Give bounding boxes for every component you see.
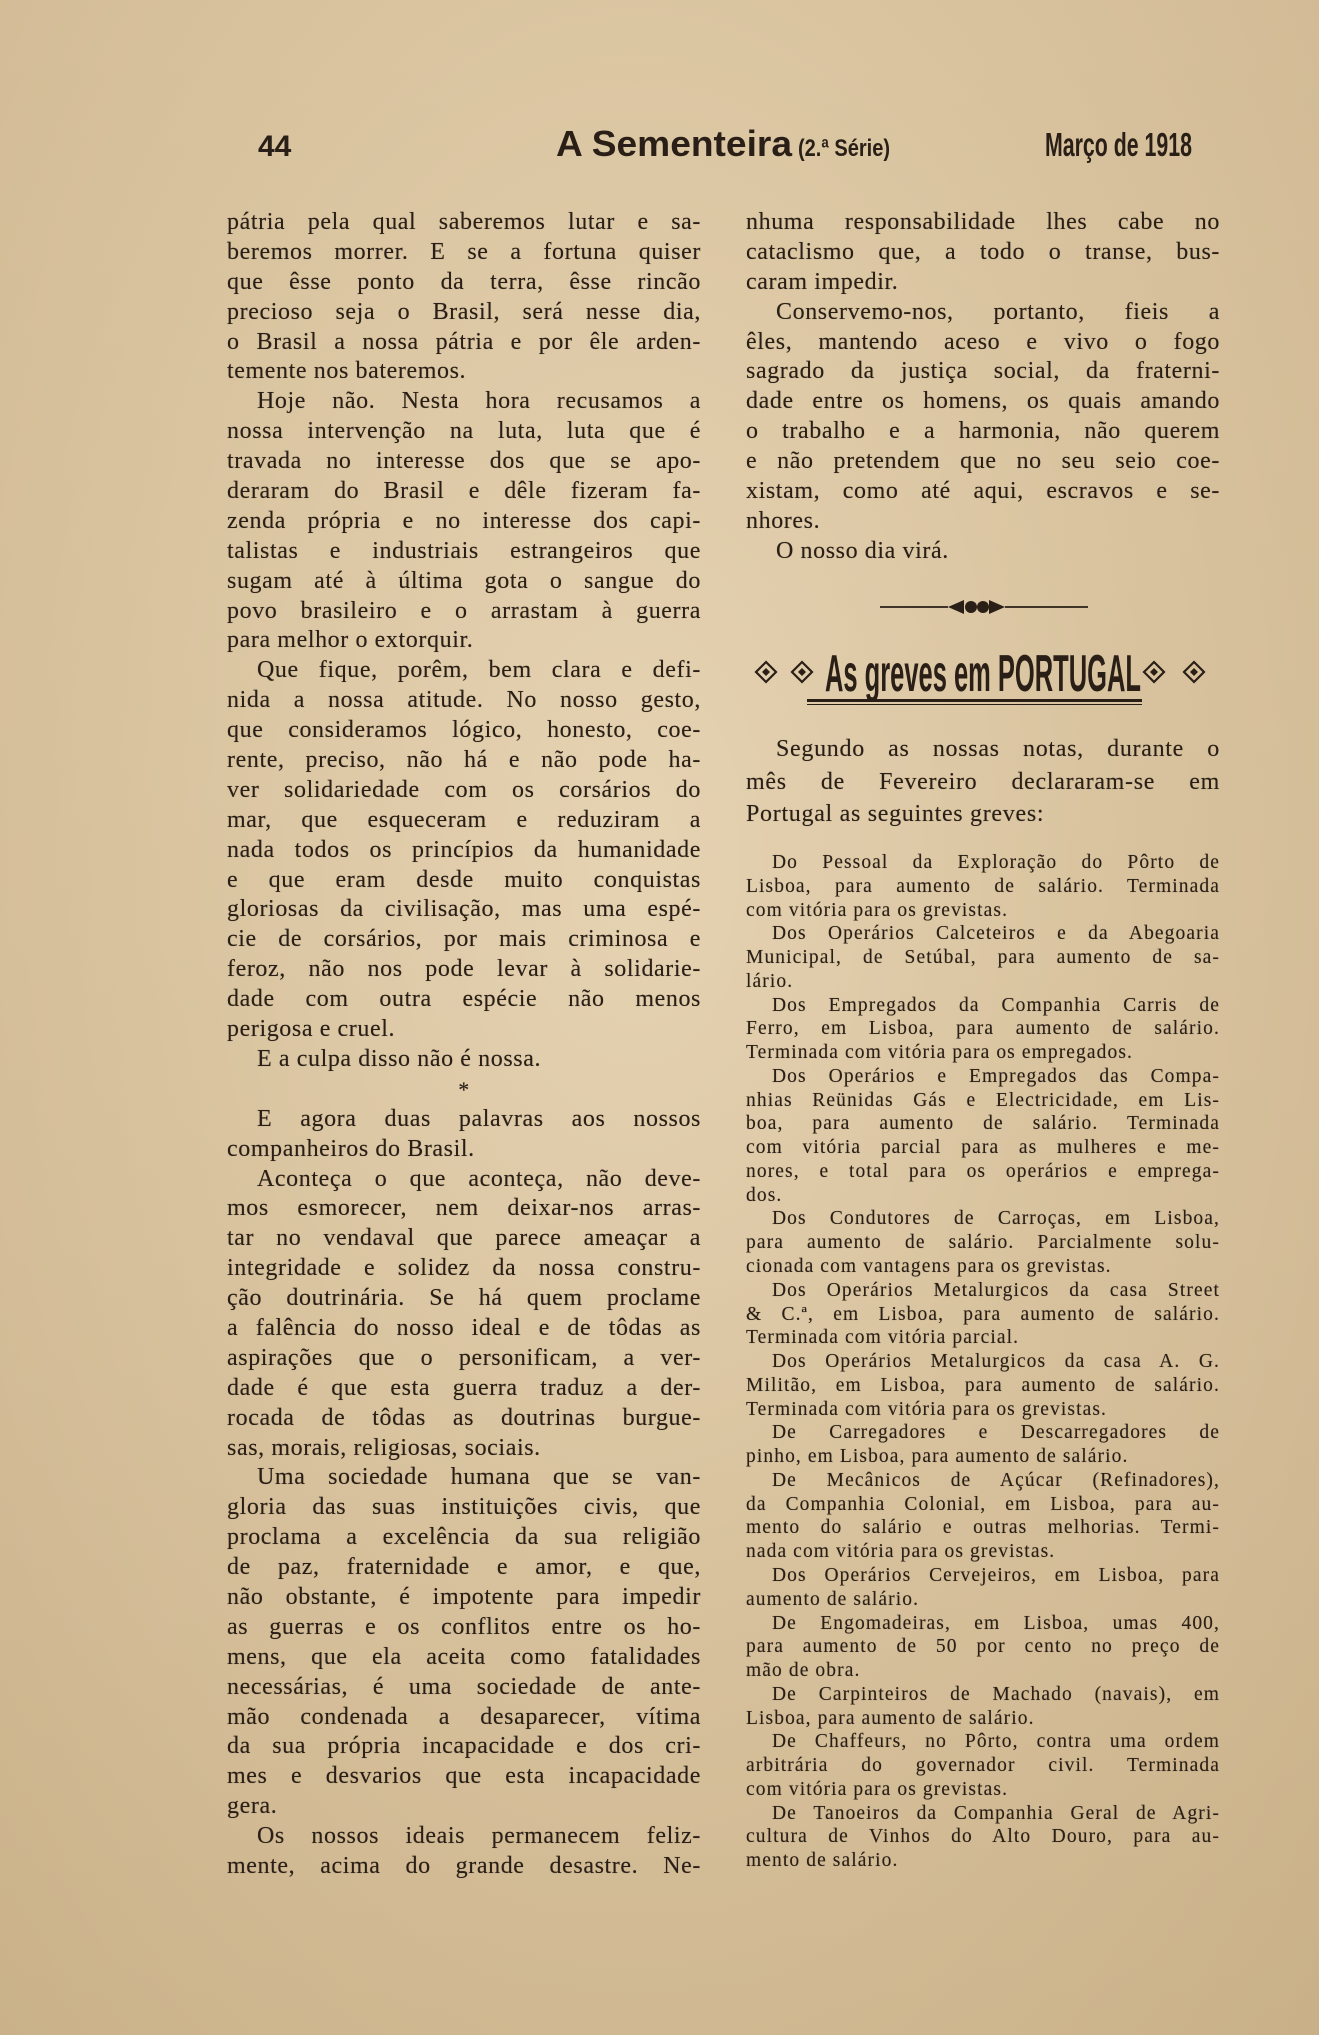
text-line: mão de obra. [746, 1660, 861, 1682]
text-line: Dos Condutores de Carroças, em Lisboa, [772, 1208, 1220, 1230]
text-line: mar, que esqueceram e reduziram a [227, 806, 701, 833]
text-line: mento de salário. [746, 1850, 899, 1872]
text-line: nhuma responsabilidade lhes cabe no [746, 209, 1220, 235]
text-line: Do Pessoal da Exploração do Pôrto de [772, 852, 1220, 873]
strike-entry [746, 1469, 1220, 1564]
text-line: rocada de tôdas as doutrinas burgue- [227, 1404, 701, 1431]
text-line: nada todos os princípios da humanidade [227, 836, 701, 863]
text-line: Conservemo-nos, portanto, fieis a [776, 298, 1220, 325]
text-line: Dos Operários Calceteiros e da Abegoaria [772, 923, 1220, 945]
text-line: cionada com vantagens para os grevistas. [746, 1256, 1112, 1278]
text-line: da Companhia Colonial, em Lisboa, para au- [746, 1493, 1220, 1515]
strike-entry [746, 922, 1220, 993]
text-line: Aconteça o que aconteça, não deve- [257, 1165, 701, 1192]
text-line: da sua própria incapacidade e dos cri- [227, 1733, 701, 1760]
paragraph [227, 1822, 701, 1882]
paragraph [227, 1105, 701, 1165]
text-line: nida a nossa atitude. No nosso gesto, [227, 687, 701, 714]
text-line: perigosa e cruel. [227, 1016, 396, 1043]
text-line: Terminada com vitória para os grevistas. [746, 1398, 1108, 1420]
text-line: Ferro, em Lisboa, para aumento de salário. [746, 1018, 1220, 1040]
text-line: nhias Reünidas Gás e Electricidade, em Lis- [746, 1089, 1220, 1111]
text-line: gloria das suas instituições civis, que [227, 1494, 701, 1521]
text-line: a falência do nosso ideal e de tôdas as [227, 1314, 701, 1341]
text-line: talistas e industriais estrangeiros que [227, 537, 701, 564]
diamond-ornament-icon [1144, 662, 1164, 682]
text-line: mento do salário e outras melhorias. Termi- [746, 1517, 1220, 1539]
text-line: Portugal as seguintes greves: [746, 801, 1045, 827]
diamond-ornament-icon [756, 662, 776, 682]
strike-entry [746, 1612, 1220, 1683]
text-line: xistam, como até aqui, escravos e se- [746, 478, 1220, 505]
text-line: De Mecânicos de Açúcar (Refinadores), [772, 1469, 1220, 1491]
text-line: mente, acima do grande desastre. Ne- [227, 1852, 701, 1879]
paragraph [746, 298, 1220, 537]
text-line: Segundo as nossas notas, durante o [776, 736, 1220, 762]
strike-entry [746, 1564, 1220, 1612]
text-line: o Brasil a nossa pátria e por êle arden- [227, 328, 701, 355]
section-heading [746, 645, 1220, 701]
text-line: Hoje não. Nesta hora recusamos a [257, 388, 701, 415]
text-line: boa, para aumento de salário. Terminada [746, 1113, 1220, 1135]
text-line: sugam até à última gota o sangue do [227, 567, 701, 594]
text-line: Dos Operários Metalurgicos da casa Street [772, 1279, 1220, 1301]
text-line: nossa intervenção na luta, luta que é [227, 418, 701, 445]
text-line: dade com outra espécie não menos [227, 986, 701, 1013]
text-line: travada no interesse dos que se apo- [227, 448, 701, 475]
text-line: mês de Fevereiro declararam-se em [746, 768, 1220, 795]
section-title: As greves em PORTUGAL [825, 645, 1141, 701]
paragraph [746, 537, 1220, 567]
paragraph [227, 387, 701, 656]
text-line: De Chaffeurs, no Pôrto, contra uma ordem [772, 1731, 1220, 1753]
text-line: que consideramos lógico, honesto, coe- [227, 717, 701, 744]
text-line: e não pretendem que no seu seio coe- [746, 448, 1220, 475]
text-line: cie de corsários, por mais criminosa e [227, 926, 701, 953]
text-line: Os nossos ideais permanecem feliz- [257, 1823, 701, 1850]
paragraph [227, 1165, 701, 1464]
strike-entry [746, 1683, 1220, 1731]
page-number: 44 [258, 130, 292, 163]
publication-series: (2.ª Série) [798, 135, 890, 162]
text-line: aspirações que o personificam, a ver- [227, 1344, 701, 1371]
text-line: aumento de salário. [746, 1588, 920, 1610]
text-line: pinho, em Lisboa, para aumento de salário. [746, 1446, 1129, 1468]
text-line: tar no vendaval que parece ameaçar a [227, 1225, 701, 1252]
paragraph [227, 656, 701, 1045]
text-line: De Tanoeiros da Companhia Geral de Agri- [772, 1802, 1220, 1824]
text-line: caram impedir. [746, 268, 899, 295]
text-line: Dos Operários e Empregados das Compa- [772, 1065, 1220, 1087]
text-line: E a culpa disso não é nossa. [257, 1045, 542, 1072]
text-line: proclama a excelência da sua religião [227, 1524, 701, 1551]
text-line: não obstante, é impotente para impedir [227, 1583, 701, 1610]
paragraph [227, 1463, 701, 1822]
text-line: O nosso dia virá. [776, 537, 949, 564]
text-line: dade entre os homens, os quais amando [746, 388, 1220, 415]
diamond-ornament-icon [792, 662, 812, 682]
text-line: pátria pela qual saberemos lutar e sa- [227, 209, 701, 235]
text-line: arbitrária do governador civil. Terminada [746, 1755, 1220, 1777]
strikes-list [746, 851, 1220, 1873]
text-line: De Carregadores e Descarregadores de [772, 1422, 1220, 1444]
text-line: cultura de Vinhos do Alto Douro, para au- [746, 1826, 1220, 1848]
text-line: temente nos bateremos. [227, 358, 467, 385]
text-line: De Engomadeiras, em Lisboa, umas 400, [772, 1612, 1220, 1634]
text-line: com vitória para os grevistas. [746, 899, 1009, 921]
paragraph [746, 208, 1220, 298]
publication-title: A Sementeira [556, 123, 794, 164]
text-line: Dos Operários Metalurgicos da casa A. G. [772, 1351, 1220, 1373]
text-line: ver solidariedade com os corsários do [227, 776, 701, 803]
text-line: Terminada com vitória para os empregados. [746, 1042, 1134, 1064]
text-line: Militão, em Lisboa, para aumento de salário. [746, 1374, 1220, 1396]
text-line: necessárias, é uma sociedade de ante- [227, 1673, 701, 1700]
paragraph [227, 208, 701, 387]
heading-underline [807, 699, 1142, 705]
text-line: nhores. [746, 507, 821, 534]
text-line: deraram do Brasil e dêle fizeram fa- [227, 478, 701, 505]
strike-entry [746, 1065, 1220, 1208]
text-line: para melhor o extorquir. [227, 627, 474, 654]
text-line: com vitória parcial para as mulheres e me- [746, 1137, 1220, 1159]
text-line: E agora duas palavras aos nossos [257, 1105, 701, 1132]
text-line: para aumento de 50 por cento no preço de [746, 1636, 1220, 1658]
issue-date: Março de 1918 [1045, 126, 1192, 163]
strike-entry [746, 851, 1220, 922]
text-line: êles, mantendo aceso e vivo o fogo [746, 328, 1220, 355]
fleuron-rule-icon [880, 597, 1088, 617]
text-line: Terminada com vitória parcial. [746, 1327, 1020, 1349]
text-line: Lisboa, para aumento de salário. [746, 1707, 1035, 1729]
text-line: nada com vitória para os grevistas. [746, 1541, 1056, 1563]
text-line: Uma sociedade humana que se van- [257, 1464, 701, 1491]
text-line: as guerras e os conflitos entre os ho- [227, 1613, 701, 1640]
text-line: & C.ª, em Lisboa, para aumento de salário. [746, 1303, 1220, 1325]
text-line: sas, morais, religiosas, sociais. [227, 1434, 541, 1461]
intro-paragraph [746, 733, 1220, 831]
right-column-continuation [746, 208, 1220, 567]
diamond-ornament-icon [1184, 662, 1204, 682]
text-line: Municipal, de Setúbal, para aumento de sa- [746, 947, 1220, 969]
text-line: cataclismo que, a todo o transe, bus- [746, 238, 1220, 265]
text-line: Dos Operários Cervejeiros, em Lisboa, para [772, 1564, 1220, 1586]
text-line: de paz, fraternidade e amor, e que, [227, 1554, 701, 1581]
strike-entry [746, 1207, 1220, 1278]
text-line: Lisboa, para aumento de salário. Terminada [746, 875, 1220, 897]
text-line: para aumento de salário. Parcialmente solu- [746, 1232, 1220, 1254]
text-line: e que eram desde muito conquistas [227, 866, 701, 893]
asterisk-divider: * [458, 1076, 470, 1102]
text-line: companheiros do Brasil. [227, 1135, 475, 1162]
text-line: Que fique, porêm, bem clara e defi- [257, 657, 701, 684]
strike-entry [746, 994, 1220, 1065]
section-intro [746, 733, 1220, 831]
strike-entry [746, 1802, 1220, 1873]
text-line: mes e desvarios que esta incapacidade [227, 1763, 701, 1790]
text-line: sagrado da justiça social, da fraterni- [746, 358, 1220, 385]
text-line: mão condenada a desaparecer, vítima [227, 1703, 701, 1730]
left-column [227, 208, 701, 1882]
text-line: gloriosas da civilisação, mas uma espé- [227, 896, 701, 923]
strike-entry [746, 1279, 1220, 1350]
text-line: com vitória para os grevistas. [746, 1778, 1009, 1800]
text-line: Dos Empregados da Companhia Carris de [772, 994, 1220, 1016]
text-line: beremos morrer. E se a fortuna quiser [227, 238, 701, 265]
text-line: o trabalho e a harmonia, não querem [746, 418, 1220, 445]
text-line: mens, que ela aceita como fatalidades [227, 1643, 701, 1670]
text-line: precioso seja o Brasil, será nesse dia, [227, 298, 701, 325]
text-line: rente, preciso, não há e não pode ha- [227, 747, 701, 774]
strike-entry [746, 1730, 1220, 1801]
text-line: dos. [746, 1184, 783, 1206]
paragraph [227, 1045, 701, 1075]
text-line: que êsse ponto da terra, êsse rincão [227, 268, 701, 295]
text-line: nores, e total para os operários e emprega- [746, 1160, 1220, 1182]
text-line: feroz, não nos pode levar à solidarie- [227, 956, 701, 983]
strike-entry [746, 1421, 1220, 1469]
text-line: lário. [746, 970, 794, 992]
strike-entry [746, 1350, 1220, 1421]
page-header [0, 118, 1319, 168]
text-line: mos esmorecer, nem deixar-nos arras- [227, 1195, 701, 1222]
text-line: gera. [227, 1793, 278, 1820]
text-line: integridade e solidez da nossa constru- [227, 1255, 701, 1282]
text-line: ção doutrinária. Se há quem proclame [227, 1285, 701, 1312]
text-line: dade é que esta guerra traduz a der- [227, 1374, 701, 1401]
text-line: povo brasileiro e o arrastam à guerra [227, 597, 701, 624]
text-line: De Carpinteiros de Machado (navais), em [772, 1683, 1220, 1705]
text-line: zenda própria e no interesse dos capi- [227, 507, 701, 534]
